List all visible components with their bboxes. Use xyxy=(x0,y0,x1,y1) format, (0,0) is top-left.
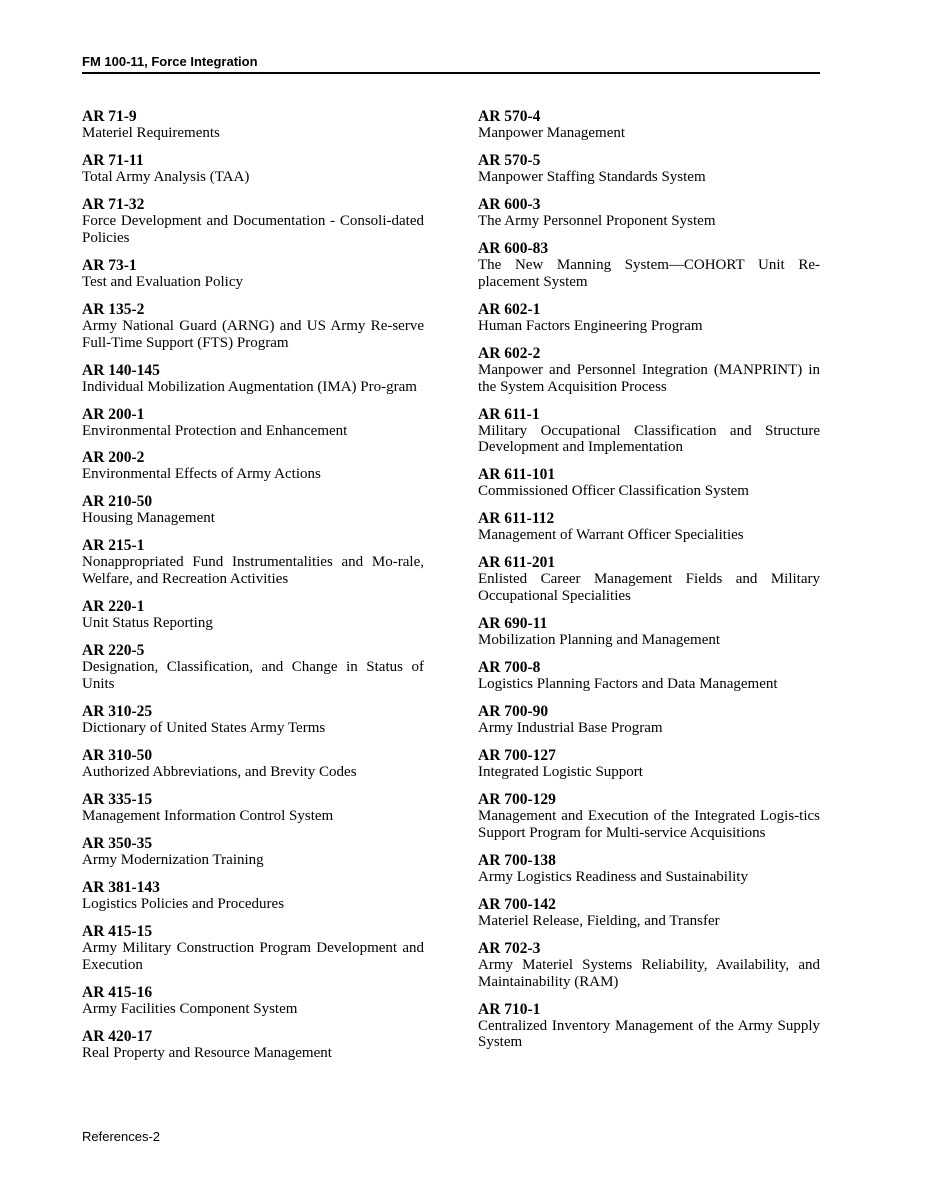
reference-entry xyxy=(82,879,424,913)
reference-title: Army Logistics Readiness and Sustainability xyxy=(478,868,748,885)
reference-title: Total Army Analysis (TAA) xyxy=(82,168,250,185)
reference-entry xyxy=(478,345,820,396)
reference-entry xyxy=(82,642,424,693)
reference-title: Environmental Effects of Army Actions xyxy=(82,466,321,483)
reference-entry xyxy=(478,196,820,230)
page-number: References-2 xyxy=(82,1129,161,1144)
reference-code: AR 220-5 xyxy=(82,642,145,660)
reference-title: Army Modernization Training xyxy=(82,851,264,868)
reference-code: AR 700-127 xyxy=(478,746,556,764)
reference-title: Army Facilities Component System xyxy=(82,1000,298,1017)
reference-code: AR 702-3 xyxy=(478,939,541,957)
running-header: FM 100-11, Force Integration xyxy=(82,54,820,74)
reference-code: AR 600-3 xyxy=(478,195,541,213)
reference-title: Nonappropriated Fund Instrumentalities and Mo-rale, Welfare, and Recreation Activities xyxy=(82,554,424,588)
reference-title: Designation, Classification, and Change in Status of Units xyxy=(82,659,424,693)
reference-title: Individual Mobilization Augmentation (IMA) Pro-gram xyxy=(82,378,417,395)
reference-title: Centralized Inventory Management of the Army Supply System xyxy=(478,1017,820,1051)
reference-code: AR 700-138 xyxy=(478,851,556,869)
reference-code: AR 71-32 xyxy=(82,195,145,213)
reference-title: Human Factors Engineering Program xyxy=(478,317,703,334)
right-reference-column xyxy=(478,108,820,1061)
reference-entry xyxy=(82,923,424,974)
reference-title: Army Military Construction Program Development and Execution xyxy=(82,939,424,973)
reference-title: Manpower Management xyxy=(478,125,626,141)
reference-entry xyxy=(478,791,820,842)
reference-code: AR 415-15 xyxy=(82,922,153,940)
reference-code: AR 215-1 xyxy=(82,537,145,555)
reference-entry xyxy=(478,152,820,186)
reference-title: Materiel Requirements xyxy=(82,125,220,141)
reference-entry xyxy=(82,537,424,588)
reference-title: Army Materiel Systems Reliability, Availability, and Maintainability (RAM) xyxy=(478,956,820,990)
reference-title: Housing Management xyxy=(82,510,215,527)
reference-title: Logistics Planning Factors and Data Management xyxy=(478,676,778,693)
reference-title: The Army Personnel Proponent System xyxy=(478,212,716,229)
reference-entry xyxy=(478,108,820,142)
reference-title: Logistics Policies and Procedures xyxy=(82,895,285,912)
reference-code: AR 611-112 xyxy=(478,510,555,528)
reference-entry xyxy=(478,301,820,335)
reference-entry xyxy=(82,362,424,396)
reference-entry xyxy=(82,196,424,247)
reference-entry xyxy=(82,747,424,781)
reference-entry xyxy=(82,835,424,869)
reference-code: AR 570-4 xyxy=(478,108,541,125)
reference-entry xyxy=(82,598,424,632)
reference-entry xyxy=(82,703,424,737)
reference-code: AR 420-17 xyxy=(82,1027,153,1045)
reference-title: Force Development and Documentation - Consoli-dated Policies xyxy=(82,212,424,246)
reference-entry xyxy=(478,659,820,693)
reference-code: AR 700-8 xyxy=(478,659,541,677)
reference-entry xyxy=(478,406,820,457)
left-reference-column xyxy=(82,108,424,1072)
reference-entry xyxy=(82,108,424,142)
reference-entry xyxy=(82,1028,424,1062)
reference-entry xyxy=(82,449,424,483)
reference-code: AR 135-2 xyxy=(82,300,145,318)
reference-code: AR 71-11 xyxy=(82,151,144,169)
reference-entry xyxy=(82,984,424,1018)
reference-title: Unit Status Reporting xyxy=(82,615,213,632)
reference-code: AR 350-35 xyxy=(82,834,153,852)
reference-code: AR 611-101 xyxy=(478,466,556,484)
reference-entry xyxy=(82,791,424,825)
reference-title: Military Occupational Classification and Structure Development and Implementation xyxy=(478,422,820,456)
reference-title: Army Industrial Base Program xyxy=(478,720,663,736)
reference-code: AR 602-2 xyxy=(478,344,541,362)
reference-entry xyxy=(478,896,820,930)
reference-entry xyxy=(478,615,820,649)
reference-entry xyxy=(82,493,424,527)
reference-title: Commissioned Officer Classification System xyxy=(478,483,749,500)
reference-code: AR 210-50 xyxy=(82,493,153,511)
reference-code: AR 700-142 xyxy=(478,895,556,913)
reference-code: AR 381-143 xyxy=(82,878,160,896)
reference-code: AR 700-129 xyxy=(478,790,556,808)
reference-title: Authorized Abbreviations, and Brevity Codes xyxy=(82,763,357,780)
reference-entry xyxy=(82,406,424,440)
reference-title: Real Property and Resource Management xyxy=(82,1044,332,1061)
reference-title: Environmental Protection and Enhancement xyxy=(82,422,348,439)
reference-title: Management of Warrant Officer Specialities xyxy=(478,527,744,544)
reference-code: AR 335-15 xyxy=(82,790,153,808)
reference-code: AR 602-1 xyxy=(478,300,541,318)
reference-code: AR 600-83 xyxy=(478,239,549,257)
reference-title: Integrated Logistic Support xyxy=(478,763,643,780)
reference-code: AR 690-11 xyxy=(478,615,548,633)
reference-title: Management Information Control System xyxy=(82,807,334,824)
reference-title: Dictionary of United States Army Terms xyxy=(82,720,326,736)
reference-title: Army National Guard (ARNG) and US Army Re-serve Full-Time Support (FTS) Program xyxy=(82,317,424,351)
reference-code: AR 310-25 xyxy=(82,703,153,720)
reference-title: Manpower Staffing Standards System xyxy=(478,168,706,185)
reference-title: Management and Execution of the Integrated Logis-tics Support Program for Multi-service Acquisitions xyxy=(478,807,820,841)
reference-code: AR 200-2 xyxy=(82,449,145,467)
reference-code: AR 570-5 xyxy=(478,151,541,169)
reference-title: Test and Evaluation Policy xyxy=(82,273,244,290)
reference-entry xyxy=(82,301,424,352)
reference-entry xyxy=(478,852,820,886)
reference-code: AR 73-1 xyxy=(82,256,137,274)
reference-entry xyxy=(478,240,820,291)
reference-code: AR 220-1 xyxy=(82,598,145,616)
reference-code: AR 415-16 xyxy=(82,983,153,1001)
reference-code: AR 611-201 xyxy=(478,554,556,572)
reference-code: AR 611-1 xyxy=(478,405,540,423)
reference-entry xyxy=(478,703,820,737)
reference-entry xyxy=(478,940,820,991)
reference-code: AR 710-1 xyxy=(478,1000,541,1018)
reference-entry xyxy=(478,747,820,781)
reference-title: The New Manning System—COHORT Unit Re-placement System xyxy=(478,256,820,290)
reference-code: AR 310-50 xyxy=(82,746,153,764)
reference-title: Enlisted Career Management Fields and Military Occupational Specialities xyxy=(478,571,820,605)
reference-entry xyxy=(82,257,424,291)
reference-title: Mobilization Planning and Management xyxy=(478,632,721,649)
reference-entry xyxy=(82,152,424,186)
reference-entry xyxy=(478,466,820,500)
reference-code: AR 71-9 xyxy=(82,108,137,125)
reference-entry xyxy=(478,554,820,605)
reference-entry xyxy=(478,1001,820,1052)
reference-title: Manpower and Personnel Integration (MANPRINT) in the System Acquisition Process xyxy=(478,361,820,395)
reference-entry xyxy=(478,510,820,544)
reference-code: AR 140-145 xyxy=(82,361,160,379)
reference-code: AR 700-90 xyxy=(478,703,549,720)
reference-title: Materiel Release, Fielding, and Transfer xyxy=(478,912,720,929)
reference-code: AR 200-1 xyxy=(82,405,145,423)
